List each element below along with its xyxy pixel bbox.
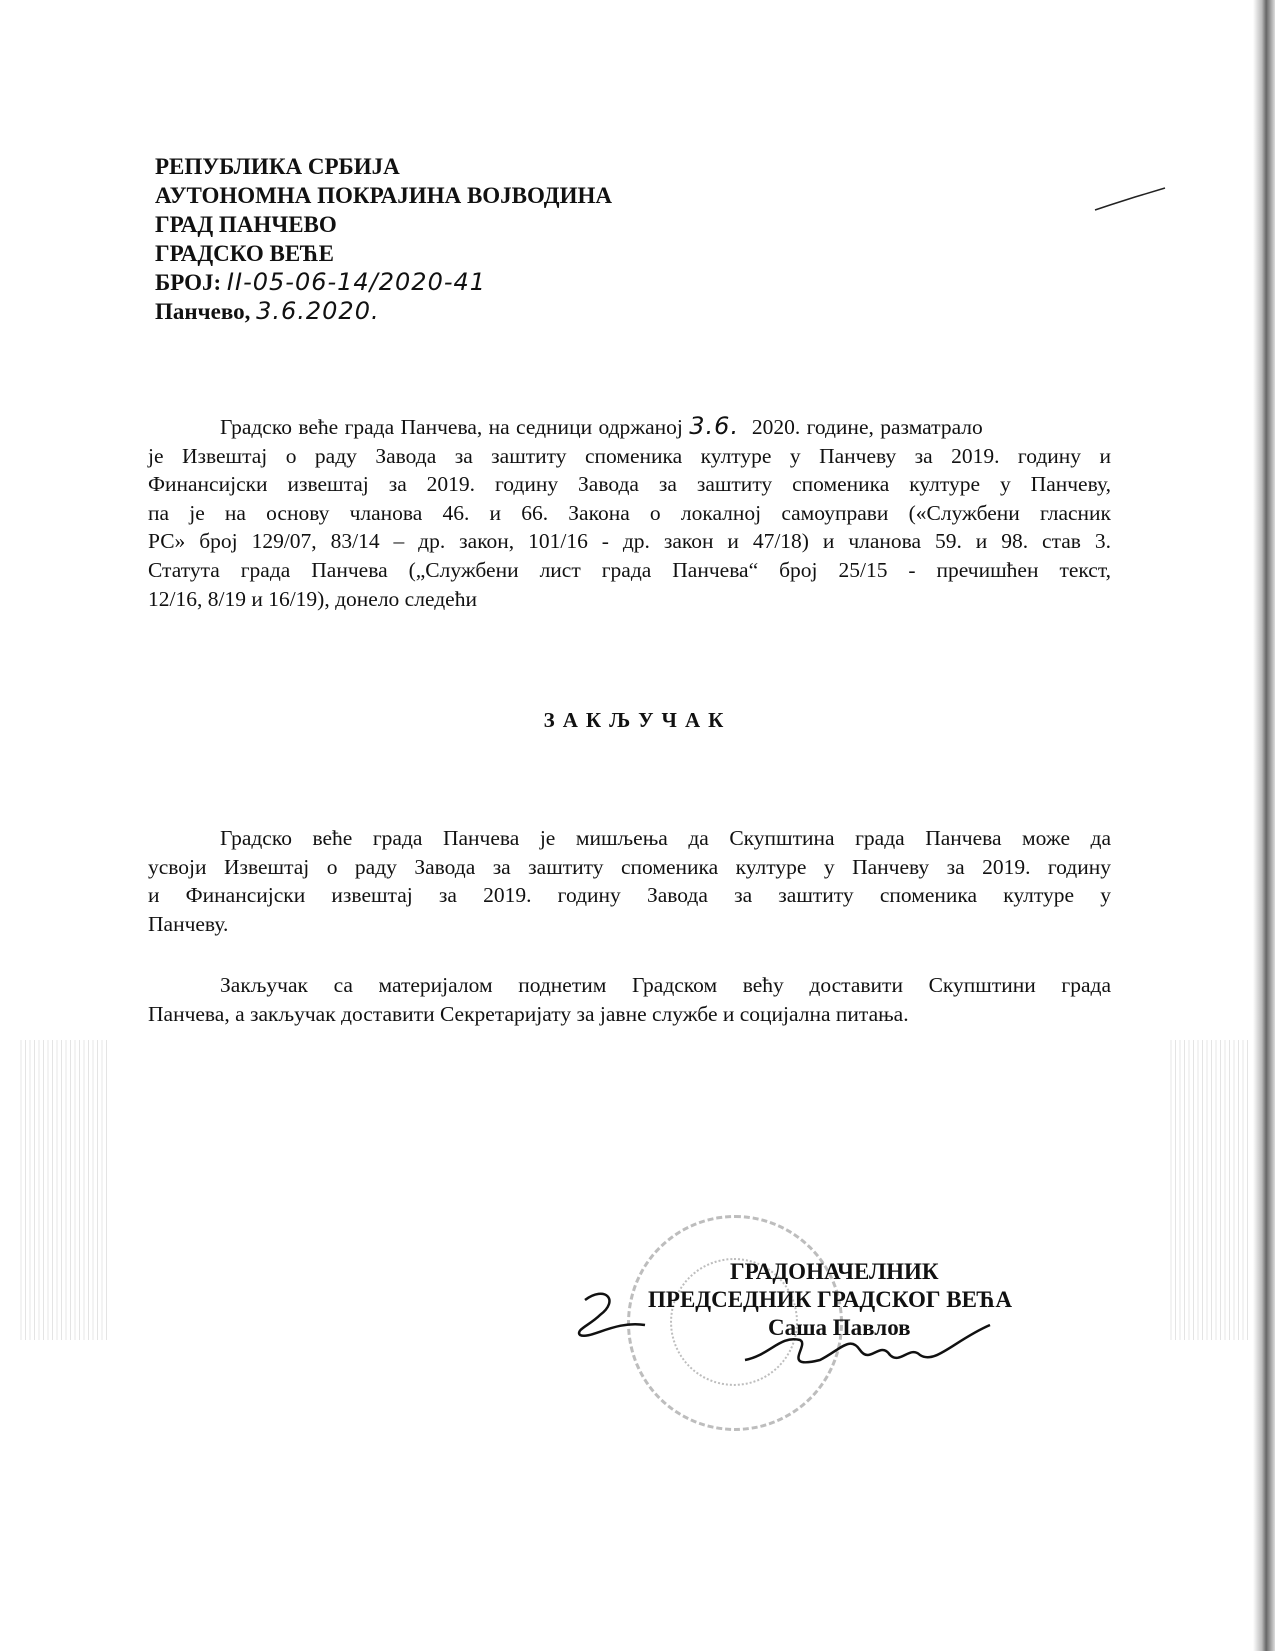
date-value: 3.6.2020. (256, 297, 380, 325)
signature-title: ГРАДОНАЧЕЛНИК (730, 1259, 939, 1284)
document-header (155, 152, 612, 326)
header-line: РЕПУБЛИКА СРБИЈА (155, 154, 400, 179)
text-line: усвоји Извештај о раду Завода за заштиту споменика културе у Панчеву за 2019. годину (148, 854, 1111, 879)
intro-paragraph (148, 412, 1111, 613)
text-line: Градско веће града Панчева је мишљења да Скупштина града Панчева може да (220, 826, 1111, 850)
document-title: ЗАКЉУЧАК (543, 708, 732, 732)
number-label: БРОЈ: (155, 270, 222, 295)
conclusion-paragraph (148, 824, 1111, 938)
text-line: је Извештај о раду Завода за заштиту споменика културе у Панчеву за 2019. годину и (148, 443, 1111, 468)
number-value: II-05-06-14/2020-41 (226, 268, 487, 296)
text-line: 2020. године, разматрало (751, 415, 983, 439)
text-line: па је на основу чланова 46. и 66. Закона о локалној самоуправи («Службени гласник (148, 500, 1111, 525)
text-line: Панчева, а закључак доставити Секретаријату за јавне службе и социјална питања. (148, 1001, 909, 1026)
place-label: Панчево, (155, 299, 251, 324)
header-line: АУТОНОМНА ПОКРАЈИНА ВОЈВОДИНА (155, 183, 612, 208)
signatory-name: Саша Павлов (768, 1315, 911, 1340)
pen-mark (1090, 185, 1170, 215)
text-line: Статута града Панчева („Службени лист града Панчева“ број 25/15 - пречишћен текст, (148, 557, 1111, 582)
signature-title: ПРЕДСЕДНИК ГРАДСКОГ ВЕЋА (648, 1287, 1012, 1312)
scan-edge (1253, 0, 1275, 1651)
scan-noise (1170, 1040, 1250, 1340)
text-line: и Финансијски извештај за 2019. годину Завода за заштиту споменика културе у (148, 883, 1111, 908)
text-line: Панчеву. (148, 911, 229, 936)
text-line: РС» број 129/07, 83/14 – др. закон, 101/16 - др. закон и 47/18) и чланова 59. и 98. став 3. (148, 529, 1111, 554)
header-line: ГРАД ПАНЧЕВО (155, 212, 337, 237)
handwritten-signature (740, 1320, 1000, 1380)
text-line: 12/16, 8/19 и 16/19), донело следећи (148, 586, 477, 611)
delivery-paragraph (148, 971, 1111, 1028)
scan-noise (20, 1040, 110, 1340)
text-line: Финансијски извештај за 2019. годину Завода за заштиту споменика културе у Панчеву, (148, 472, 1111, 497)
text-line: Градско веће града Панчева, на седници одржаној (220, 415, 683, 439)
handwritten-date: 3.6. (689, 412, 740, 440)
text-line: Закључак са материјалом поднетим Градском већу доставити Скупштини града (220, 973, 1111, 997)
header-line: ГРАДСКО ВЕЋЕ (155, 241, 334, 266)
initials-scribble (570, 1285, 650, 1345)
